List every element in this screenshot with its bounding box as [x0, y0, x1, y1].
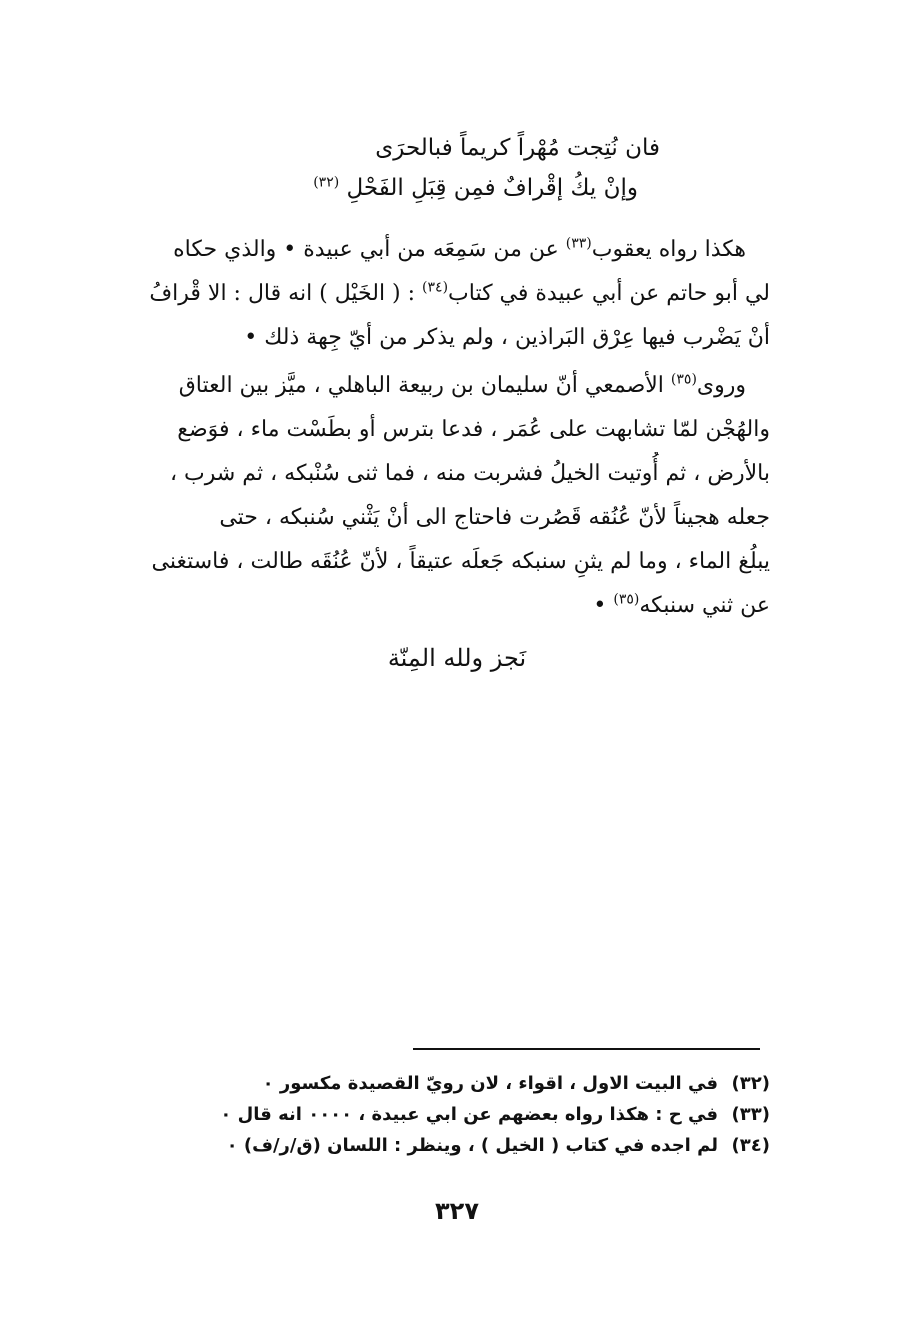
footnote-32	[170, 1068, 770, 1099]
footnotes	[170, 1068, 770, 1161]
paragraph-2-line-4: جعله هجيناً لأنّ عُنُقه قَصُرت فاحتاج الى أنْ يَثْني سُنبكه ، حتى	[219, 505, 770, 530]
footnote-ref-33: (٣٣)	[565, 235, 592, 252]
footnote-ref-35: (٣٥)	[670, 371, 697, 388]
verse-line-2	[150, 168, 660, 208]
footnote-ref-35b: (٣٥)	[613, 591, 640, 608]
footnote-33	[170, 1099, 770, 1130]
footnote-divider	[413, 1048, 760, 1050]
footnote-text: في ح : هكذا رواه بعضهم عن ابي عبيدة ، ٠٠٠٠ انه قال ٠	[220, 1104, 718, 1125]
paragraph-1-line-3: أنْ يَضْرب فيها عِرْق البَراذين ، ولم يذكر من أيّ جِهة ذلك •	[244, 325, 770, 350]
footnote-number: (٣٤)	[731, 1135, 770, 1156]
p2-l6-b: •	[593, 593, 614, 618]
paragraph-2-line-2: والهُجْن لمّا تشابهت على عُمَر ، فدعا بترس أو بطَسْت ماء ، فوَضع	[177, 417, 770, 442]
paragraph-2	[105, 364, 770, 628]
paragraph-1-line-1	[105, 228, 770, 272]
verse-line-2-text: وإنْ يكُ إقْرافٌ فمِن قِبَلِ الفَحْلِ	[346, 175, 638, 201]
footnote-ref-32: (٣٢)	[313, 174, 340, 191]
p2-l1-a: وروى	[696, 373, 746, 398]
p1-l2-a: لي أبو حاتم عن أبي عبيدة في كتاب	[448, 281, 770, 306]
p1-l2-b: : ( الخَيْل ) انه قال : الا قْرافُ	[149, 281, 423, 306]
paragraph-2-line-5: يبلُغ الماء ، وما لم يثنِ سنبكه جَعلَه عتيقاً ، لأنّ عُنُقَه طالت ، فاستغنى	[151, 549, 770, 574]
paragraph-2-line-6	[105, 584, 770, 628]
footnote-number: (٣٢)	[731, 1073, 770, 1094]
footnote-text: لم اجده في كتاب ( الخيل ) ، وينظر : اللسان (ق/ر/ف) ٠	[226, 1135, 718, 1156]
paragraph-2-line-1	[105, 364, 770, 408]
verse-line-1: فان نُتِجت مُهْراً كريماً فبالحرَى	[375, 135, 660, 161]
footnote-34	[170, 1130, 770, 1161]
footnote-text: في البيت الاول ، اقواء ، لان رويّ القصيدة مكسور ٠	[262, 1073, 718, 1094]
p1-l1-a: هكذا رواه يعقوب	[591, 237, 746, 262]
paragraph-1	[105, 228, 770, 360]
poem-verse	[150, 128, 660, 208]
p2-l6-a: عن ثني سنبكه	[639, 593, 770, 618]
colophon: نَجز ولله المِنّة	[387, 644, 527, 672]
paragraph-1-line-2	[105, 272, 770, 316]
p1-l1-b: عن من سَمِعَه من أبي عبيدة • والذي حكاه	[173, 237, 566, 262]
paragraph-2-line-3: بالأرض ، ثم أُوتيت الخيلُ فشربت منه ، فما ثنى سُنْبكه ، ثم شرب ،	[169, 461, 770, 486]
footnote-number: (٣٣)	[731, 1104, 770, 1125]
p2-l1-b: الأصمعي أنّ سليمان بن ربيعة الباهلي ، ميَّز بين العتاق	[178, 373, 671, 398]
page-number: ٣٢٧	[435, 1197, 479, 1225]
footnote-ref-34: (٣٤)	[422, 279, 449, 296]
